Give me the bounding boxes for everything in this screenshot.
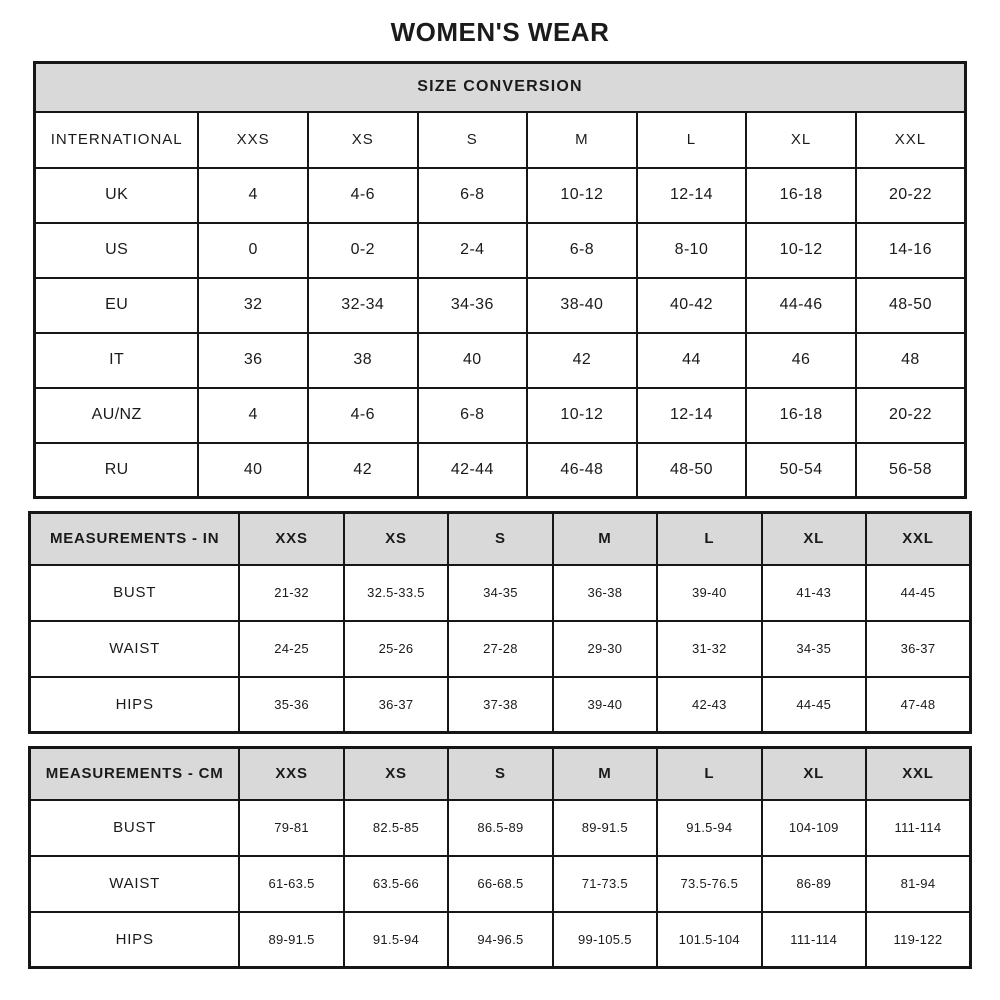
table-cell: 111-114 bbox=[866, 800, 971, 856]
table-cell: 6-8 bbox=[527, 223, 637, 278]
table-cell: 91.5-94 bbox=[657, 800, 761, 856]
row-label: WAIST bbox=[30, 856, 240, 912]
table-cell: 48-50 bbox=[637, 443, 747, 498]
table-cell: 94-96.5 bbox=[448, 912, 552, 968]
table-cell: 44 bbox=[637, 333, 747, 388]
column-header: XS bbox=[308, 112, 418, 168]
table-cell: 21-32 bbox=[239, 565, 343, 621]
row-label: WAIST bbox=[30, 621, 240, 677]
column-header: M bbox=[553, 748, 657, 800]
table-cell: 36-37 bbox=[866, 621, 971, 677]
table-row bbox=[30, 677, 971, 733]
table-cell: 71-73.5 bbox=[553, 856, 657, 912]
table-cell: 89-91.5 bbox=[239, 912, 343, 968]
table-cell: 10-12 bbox=[746, 223, 856, 278]
column-header: MEASUREMENTS - IN bbox=[30, 513, 240, 565]
table-row bbox=[35, 388, 966, 443]
table-row bbox=[35, 443, 966, 498]
page-title: WOMEN'S WEAR bbox=[390, 17, 610, 47]
column-header: L bbox=[657, 513, 761, 565]
column-header: XXS bbox=[239, 748, 343, 800]
table-cell: 12-14 bbox=[637, 388, 747, 443]
column-header: XXL bbox=[866, 748, 971, 800]
table-cell: 0 bbox=[198, 223, 308, 278]
table-cell: 48 bbox=[856, 333, 966, 388]
row-label: HIPS bbox=[30, 677, 240, 733]
table-cell: 31-32 bbox=[657, 621, 761, 677]
table-cell: 86.5-89 bbox=[448, 800, 552, 856]
column-header: M bbox=[553, 513, 657, 565]
column-header: XL bbox=[746, 112, 856, 168]
column-header: MEASUREMENTS - CM bbox=[30, 748, 240, 800]
table-cell: 104-109 bbox=[762, 800, 866, 856]
table-cell: 86-89 bbox=[762, 856, 866, 912]
table-cell: 39-40 bbox=[553, 677, 657, 733]
table-cell: 42 bbox=[308, 443, 418, 498]
column-header: INTERNATIONAL bbox=[35, 112, 199, 168]
table-cell: 20-22 bbox=[856, 168, 966, 223]
column-header: S bbox=[448, 748, 552, 800]
table-cell: 39-40 bbox=[657, 565, 761, 621]
table-cell: 32.5-33.5 bbox=[344, 565, 448, 621]
table-cell: 36-37 bbox=[344, 677, 448, 733]
table-cell: 34-35 bbox=[762, 621, 866, 677]
table-cell: 61-63.5 bbox=[239, 856, 343, 912]
table-row bbox=[35, 223, 966, 278]
column-header: L bbox=[657, 748, 761, 800]
table-cell: 38-40 bbox=[527, 278, 637, 333]
table-cell: 42-44 bbox=[418, 443, 528, 498]
table-cell: 40 bbox=[418, 333, 528, 388]
table-cell: 91.5-94 bbox=[344, 912, 448, 968]
table-cell: 40-42 bbox=[637, 278, 747, 333]
row-label: HIPS bbox=[30, 912, 240, 968]
table-cell: 10-12 bbox=[527, 388, 637, 443]
row-label: RU bbox=[35, 443, 199, 498]
table-row bbox=[30, 912, 971, 968]
column-header: M bbox=[527, 112, 637, 168]
table-cell: 24-25 bbox=[239, 621, 343, 677]
table-cell: 47-48 bbox=[866, 677, 971, 733]
table-cell: 29-30 bbox=[553, 621, 657, 677]
table-cell: 111-114 bbox=[762, 912, 866, 968]
table-cell: 48-50 bbox=[856, 278, 966, 333]
row-label: US bbox=[35, 223, 199, 278]
table-header-row bbox=[35, 112, 966, 168]
table-cell: 27-28 bbox=[448, 621, 552, 677]
table-cell: 4-6 bbox=[308, 388, 418, 443]
table-cell: 101.5-104 bbox=[657, 912, 761, 968]
table-cell: 36-38 bbox=[553, 565, 657, 621]
table-cell: 2-4 bbox=[418, 223, 528, 278]
column-header: XXS bbox=[239, 513, 343, 565]
table-cell: 79-81 bbox=[239, 800, 343, 856]
table-cell: 34-36 bbox=[418, 278, 528, 333]
table-cell: 0-2 bbox=[308, 223, 418, 278]
table-row bbox=[35, 168, 966, 223]
table-cell: 99-105.5 bbox=[553, 912, 657, 968]
row-label: IT bbox=[35, 333, 199, 388]
row-label: AU/NZ bbox=[35, 388, 199, 443]
table-cell: 42-43 bbox=[657, 677, 761, 733]
table-row bbox=[30, 800, 971, 856]
table-cell: 12-14 bbox=[637, 168, 747, 223]
column-header: XS bbox=[344, 513, 448, 565]
table-cell: 73.5-76.5 bbox=[657, 856, 761, 912]
table-cell: 40 bbox=[198, 443, 308, 498]
table-header-row bbox=[30, 513, 971, 565]
table-row bbox=[35, 278, 966, 333]
table-cell: 4-6 bbox=[308, 168, 418, 223]
measurements-in-table bbox=[28, 511, 972, 734]
table-row bbox=[30, 565, 971, 621]
table-cell: 44-45 bbox=[762, 677, 866, 733]
table-cell: 16-18 bbox=[746, 388, 856, 443]
column-header: S bbox=[448, 513, 552, 565]
table-cell: 44-45 bbox=[866, 565, 971, 621]
table-cell: 37-38 bbox=[448, 677, 552, 733]
column-header: L bbox=[637, 112, 747, 168]
table-cell: 8-10 bbox=[637, 223, 747, 278]
table-cell: 20-22 bbox=[856, 388, 966, 443]
column-header: XL bbox=[762, 748, 866, 800]
row-label: UK bbox=[35, 168, 199, 223]
table-cell: 16-18 bbox=[746, 168, 856, 223]
table-cell: 46 bbox=[746, 333, 856, 388]
table-cell: 32 bbox=[198, 278, 308, 333]
table-cell: 119-122 bbox=[866, 912, 971, 968]
table-cell: 10-12 bbox=[527, 168, 637, 223]
row-label: BUST bbox=[30, 800, 240, 856]
measurements-cm-table bbox=[28, 746, 972, 969]
column-header: S bbox=[418, 112, 528, 168]
table-cell: 81-94 bbox=[866, 856, 971, 912]
table-cell: 89-91.5 bbox=[553, 800, 657, 856]
column-header: XXS bbox=[198, 112, 308, 168]
table-row bbox=[35, 333, 966, 388]
table-row bbox=[30, 856, 971, 912]
table-cell: 44-46 bbox=[746, 278, 856, 333]
table-cell: 46-48 bbox=[527, 443, 637, 498]
table-cell: 6-8 bbox=[418, 388, 528, 443]
table-cell: 34-35 bbox=[448, 565, 552, 621]
table-banner-row bbox=[35, 63, 966, 112]
table-title: SIZE CONVERSION bbox=[35, 63, 966, 112]
column-header: XXL bbox=[856, 112, 966, 168]
size-conversion-table bbox=[33, 61, 967, 499]
table-header-row bbox=[30, 748, 971, 800]
table-cell: 36 bbox=[198, 333, 308, 388]
table-cell: 82.5-85 bbox=[344, 800, 448, 856]
column-header: XS bbox=[344, 748, 448, 800]
table-cell: 42 bbox=[527, 333, 637, 388]
row-label: EU bbox=[35, 278, 199, 333]
table-cell: 14-16 bbox=[856, 223, 966, 278]
row-label: BUST bbox=[30, 565, 240, 621]
table-cell: 56-58 bbox=[856, 443, 966, 498]
table-cell: 35-36 bbox=[239, 677, 343, 733]
table-cell: 6-8 bbox=[418, 168, 528, 223]
table-cell: 25-26 bbox=[344, 621, 448, 677]
table-cell: 4 bbox=[198, 388, 308, 443]
table-cell: 63.5-66 bbox=[344, 856, 448, 912]
table-cell: 66-68.5 bbox=[448, 856, 552, 912]
table-cell: 4 bbox=[198, 168, 308, 223]
table-cell: 32-34 bbox=[308, 278, 418, 333]
column-header: XL bbox=[762, 513, 866, 565]
table-cell: 38 bbox=[308, 333, 418, 388]
table-cell: 50-54 bbox=[746, 443, 856, 498]
column-header: XXL bbox=[866, 513, 971, 565]
table-cell: 41-43 bbox=[762, 565, 866, 621]
table-row bbox=[30, 621, 971, 677]
